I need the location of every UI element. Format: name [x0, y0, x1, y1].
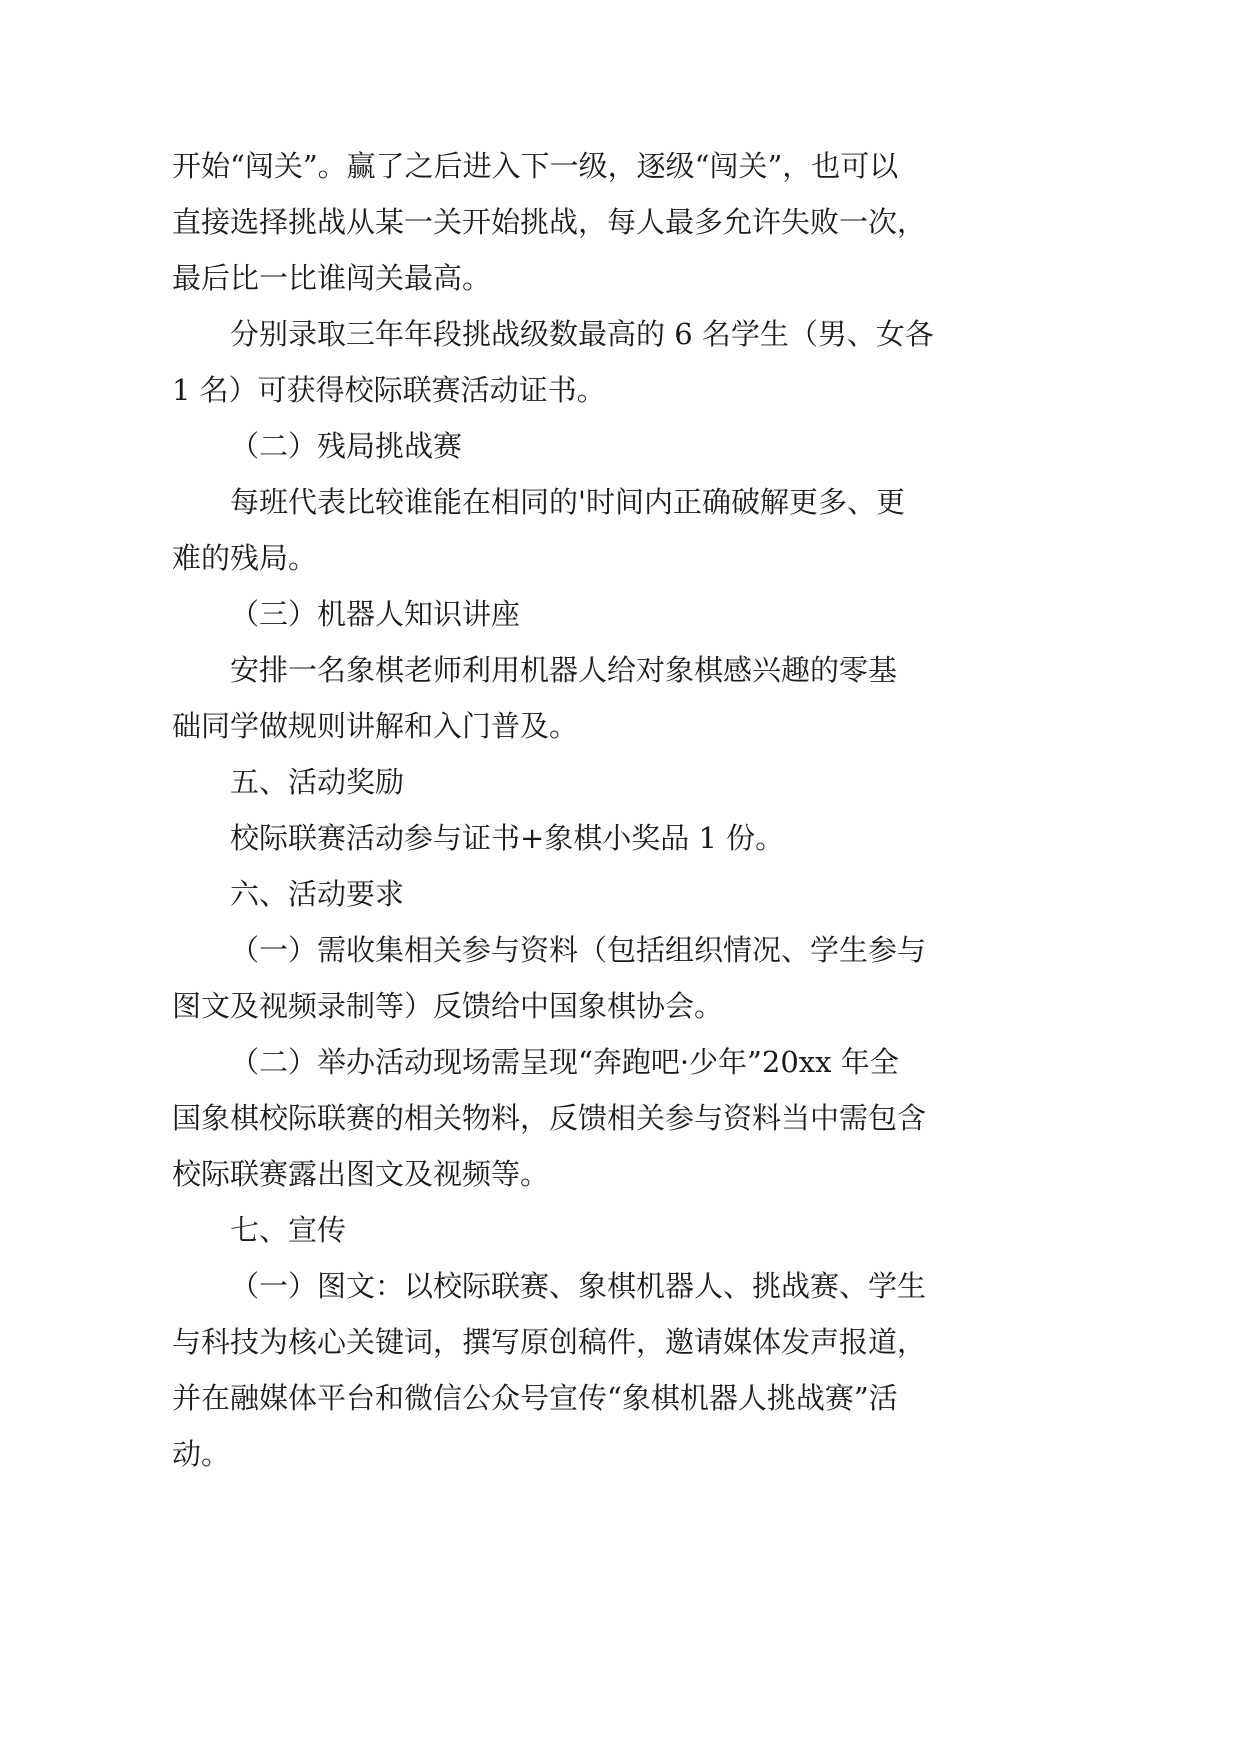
text-line: 国象棋校际联赛的相关物料，反馈相关参与资料当中需包含	[172, 1101, 927, 1135]
text-line: 开始“闯关”。赢了之后进入下一级，逐级“闯关”，也可以	[172, 149, 899, 183]
text-line: 六、活动要求	[230, 877, 405, 911]
text-line: 五、活动奖励	[230, 765, 405, 799]
text-line: 并在融媒体平台和微信公众号宣传“象棋机器人挑战赛”活	[172, 1381, 898, 1415]
text-line: 校际联赛活动参与证书+象棋小奖品 1 份。	[230, 821, 785, 855]
text-line: 七、宣传	[230, 1213, 347, 1247]
text-line: 础同学做规则讲解和入门普及。	[172, 709, 579, 743]
text-line: （二）残局挑战赛	[230, 429, 463, 463]
text-line: 每班代表比较谁能在相同的'时间内正确破解更多、更	[230, 485, 905, 519]
text-line: （三）机器人知识讲座	[230, 597, 521, 631]
text-line: （一）需收集相关参与资料（包括组织情况、学生参与	[230, 933, 927, 967]
text-line: 1 名）可获得校际联赛活动证书。	[172, 373, 606, 407]
text-line: （二）举办活动现场需呈现“奔跑吧·少年”20xx 年全	[230, 1045, 899, 1079]
text-line: 难的残局。	[172, 541, 318, 575]
text-line: 安排一名象棋老师利用机器人给对象棋感兴趣的零基	[230, 653, 898, 687]
text-line: 图文及视频录制等）反馈给中国象棋协会。	[172, 989, 724, 1023]
text-line: 校际联赛露出图文及视频等。	[172, 1157, 550, 1191]
text-line: （一）图文：以校际联赛、象棋机器人、挑战赛、学生	[230, 1269, 927, 1303]
text-line: 与科技为核心关键词，撰写原创稿件，邀请媒体发声报道，	[172, 1325, 927, 1359]
text-line: 最后比一比谁闯关最高。	[172, 261, 492, 295]
text-line: 动。	[172, 1437, 231, 1471]
text-line: 直接选择挑战从某一关开始挑战，每人最多允许失败一次，	[172, 205, 927, 239]
text-line: 分别录取三年年段挑战级数最高的 6 名学生（男、女各	[230, 317, 934, 351]
